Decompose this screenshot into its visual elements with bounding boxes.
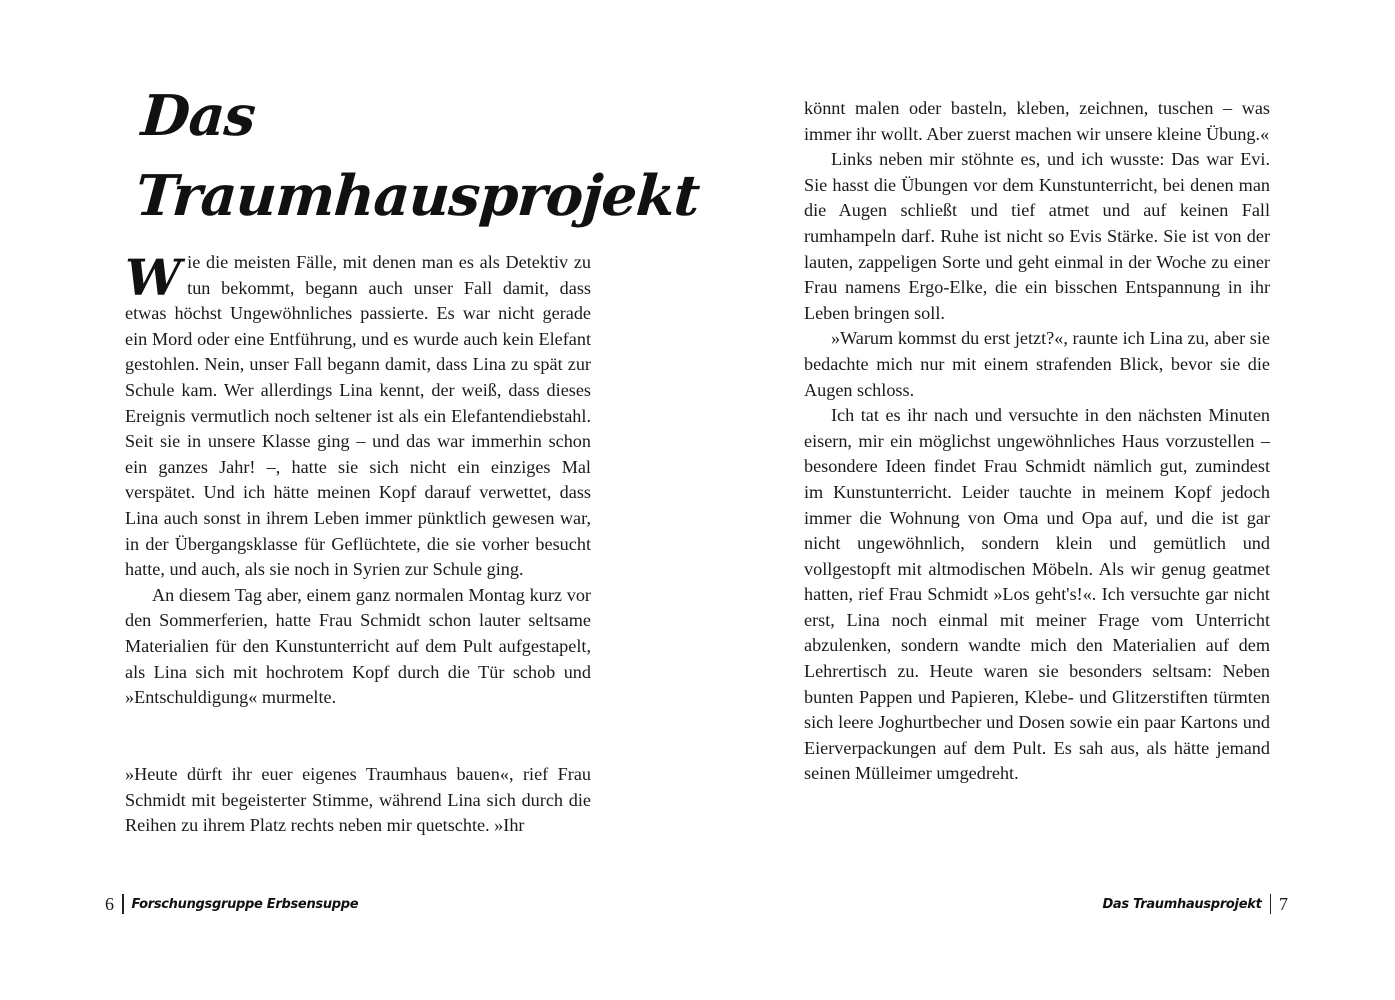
right-paragraph-4: Ich tat es ihr nach und versuchte in den nächsten Minuten eisern, mir ein möglichst ungewöhnliches Haus vorzustellen – besondere Ideen findet Frau Schmidt nämlich gut, zumindest im Kunstunterricht. Leider tauchte in meinem Kopf jedoch immer die Wohnung von Oma und Opa auf, und die ist gar nicht ungewöhnlich, sondern klein und gemütlich und vollgestopft mit altmodischen Möbeln. Als wir genug geatmet hatten, rief Frau Schmidt »Los geht's!«. Ich versuchte gar nicht erst, Lina noch einmal mit meiner Frage vom Unterricht abzulenken, sondern wandte mich den Materialien auf dem Lehrertisch zu. Heute waren sie besonders seltsam: Neben bunten Pappen und Papieren, Klebe- und Glitzerstiften türmten sich leere Joghurtbecher und Dosen sowie ein paar Kartons und Eierverpackungen auf dem Pult. Es sah aus, als hätte jemand seinen Mülleimer umgedreht. xyxy=(804,405,1270,784)
footer-divider xyxy=(1270,894,1272,914)
paragraph-3: »Heute dürft ihr euer eigenes Traumhaus bauen«, rief Frau Schmidt mit begeisterter Stimme, während Lina sich durch die Reihen zu ihrem Platz rechts neben mir quetschte. »Ihr xyxy=(125,764,591,836)
right-running-head: Das Traumhausprojekt xyxy=(1102,896,1262,912)
left-page-body-continued xyxy=(125,762,591,839)
left-page-body xyxy=(125,250,591,711)
opening-paragraph xyxy=(125,250,591,583)
right-paragraph-2: Links neben mir stöhnte es, und ich wusste: Das war Evi. Sie hasst die Übungen vor dem Kunstunterricht, bei denen man die Augen schließt und tief atmet und auf keinen Fall rumhampeln darf. Ruhe ist nicht so Evis Stärke. Sie ist von der lauten, zappeligen Sorte und geht einmal in der Woche zu einer Frau namens Ergo-Elke, die ein bisschen Entspannung in ihr Leben bringen soll. xyxy=(804,149,1270,323)
right-page-footer xyxy=(1102,891,1288,917)
opening-paragraph-text: ie die meisten Fälle, mit denen man es als Detektiv zu tun bekommt, begann auch unser Fall damit, dass etwas höchst Ungewöhnliches passierte. Es war nicht gerade ein Mord oder eine Entführung, und es wurde auch kein Elefant gestohlen. Nein, unser Fall begann damit, dass Lina zu spät zur Schule kam. Wer allerdings Lina kennt, der weiß, dass dieses Ereignis vermutlich noch seltener ist als ein Elefantendiebstahl. Seit sie in unsere Klasse ging – und das war immerhin schon ein ganzes Jahr! –, hatte sie sich nicht ein einziges Mal verspätet. Und ich hätte meinen Kopf darauf verwettet, dass Lina auch sonst in ihrem Leben immer pünktlich gewesen war, in der Übergangsklasse für Geflüchtete, die sie vorher besucht hatte, und auch, als sie noch in Syrien zur Schule ging. xyxy=(125,252,591,580)
left-page-number: 6 xyxy=(105,893,114,914)
left-page-footer xyxy=(105,891,358,917)
chapter-title: Das Traumhausprojekt xyxy=(133,83,702,229)
right-page-body xyxy=(804,96,1270,787)
footer-divider xyxy=(122,894,124,914)
left-running-head: Forschungsgruppe Erbsensuppe xyxy=(131,896,359,912)
right-paragraph-1: könnt malen oder basteln, kleben, zeichnen, tuschen – was immer ihr wollt. Aber zuerst machen wir unsere kleine Übung.« xyxy=(804,98,1270,144)
right-page-number: 7 xyxy=(1279,893,1288,914)
right-paragraph-3: »Warum kommst du erst jetzt?«, raunte ich Lina zu, aber sie bedachte mich nur mit einem strafenden Blick, bevor sie die Augen schloss. xyxy=(804,328,1270,400)
paragraph-2: An diesem Tag aber, einem ganz normalen Montag kurz vor den Sommerferien, hatte Frau Schmidt schon lauter seltsame Materialien für den Kunstunterricht auf dem Pult aufgestapelt, als Lina sich mit hochrotem Kopf durch die Tür schob und »Entschuldigung« murmelte. xyxy=(125,584,591,708)
drop-cap: W xyxy=(125,248,182,307)
